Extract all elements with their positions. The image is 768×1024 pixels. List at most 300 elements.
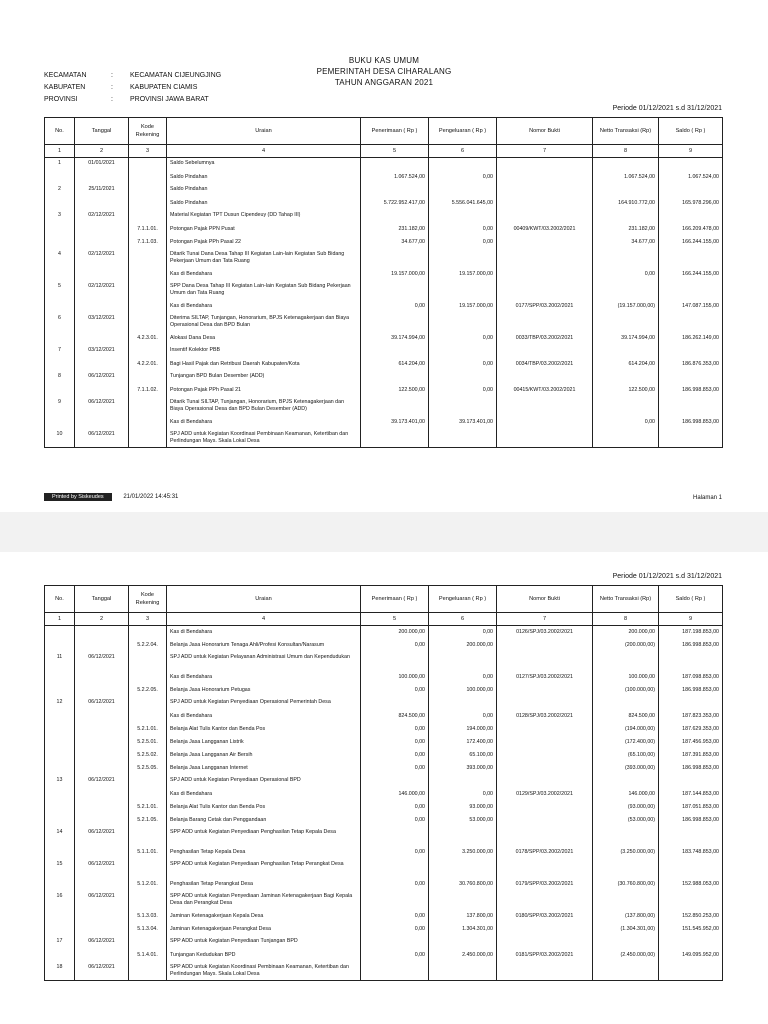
header-col-nomor-bukti: Nomor Bukti [497, 586, 593, 613]
col-pengeluaran-cell: 0,00 [429, 332, 497, 345]
table-column-number-row [45, 145, 723, 158]
col-tanggal-cell [75, 671, 129, 684]
col-kode-rekening-cell: 5.2.1.01. [129, 723, 167, 736]
col-netto-cell: 1.067.524,00 [593, 171, 659, 184]
col-kode-rekening-cell [129, 397, 167, 416]
col-nomor-bukti-cell [497, 962, 593, 981]
table-row [45, 358, 723, 371]
col-nomor-bukti-cell [497, 923, 593, 936]
col-nomor-bukti-cell: 00415/KWT/03.2002/2021 [497, 384, 593, 397]
col-kode-rekening-cell: 5.2.5.05. [129, 762, 167, 775]
col-no-cell [45, 710, 75, 723]
meta-value-kabupaten: KABUPATEN CIAMIS [130, 84, 198, 91]
colnum-col-pengeluaran: 6 [429, 145, 497, 158]
col-kode-rekening-cell: 5.2.2.05. [129, 684, 167, 697]
col-saldo-cell: 187.144.853,00 [659, 788, 723, 801]
table-row [45, 313, 723, 332]
col-penerimaan-cell [361, 962, 429, 981]
col-tanggal-cell: 06/12/2021 [75, 891, 129, 910]
table-row [45, 397, 723, 416]
col-kode-rekening-cell: 7.1.1.02. [129, 384, 167, 397]
col-penerimaan-cell: 0,00 [361, 923, 429, 936]
table-row [45, 223, 723, 236]
col-kode-rekening-cell [129, 429, 167, 448]
col-tanggal-cell [75, 639, 129, 652]
col-nomor-bukti-cell [497, 371, 593, 384]
table-header-row [45, 118, 723, 145]
col-pengeluaran-cell: 0,00 [429, 626, 497, 639]
col-netto-cell: (137.800,00) [593, 910, 659, 923]
col-netto-cell: (100.000,00) [593, 684, 659, 697]
meta-label-kabupaten: KABUPATEN [44, 84, 86, 91]
col-kode-rekening-cell [129, 775, 167, 788]
col-kode-rekening-cell [129, 859, 167, 878]
col-uraian-cell: Diterima SILTAP, Tunjangan, Honorarium, BPJS Ketenagakerjaan dan Biaya Operasional Desa dan BPD Bulan [167, 313, 361, 332]
header-col-penerimaan: Penerimaan ( Rp ) [361, 586, 429, 613]
col-tanggal-cell [75, 923, 129, 936]
col-tanggal-cell: 02/12/2021 [75, 249, 129, 268]
col-penerimaan-cell [361, 936, 429, 949]
col-kode-rekening-cell: 4.2.2.01. [129, 358, 167, 371]
col-kode-rekening-cell: 5.1.3.03. [129, 910, 167, 923]
col-no-cell [45, 626, 75, 639]
col-tanggal-cell [75, 197, 129, 210]
table-row [45, 762, 723, 775]
meta-label-kecamatan: KECAMATAN [44, 72, 87, 79]
col-saldo-cell: 187.051.853,00 [659, 801, 723, 814]
col-kode-rekening-cell: 4.2.3.01. [129, 332, 167, 345]
col-no-cell [45, 639, 75, 652]
col-no-cell [45, 268, 75, 281]
col-tanggal-cell [75, 300, 129, 313]
header-col-saldo: Saldo ( Rp ) [659, 586, 723, 613]
col-pengeluaran-cell: 19.157.000,00 [429, 268, 497, 281]
col-tanggal-cell: 06/12/2021 [75, 697, 129, 710]
col-tanggal-cell [75, 384, 129, 397]
table-row [45, 910, 723, 923]
col-saldo-cell: 147.087.155,00 [659, 300, 723, 313]
col-penerimaan-cell: 0,00 [361, 762, 429, 775]
table-row [45, 171, 723, 184]
table-row [45, 345, 723, 358]
col-nomor-bukti-cell [497, 775, 593, 788]
table-row [45, 891, 723, 910]
col-kode-rekening-cell [129, 652, 167, 671]
col-netto-cell: (65.100,00) [593, 749, 659, 762]
col-tanggal-cell [75, 846, 129, 859]
col-no-cell: 3 [45, 210, 75, 223]
col-tanggal-cell [75, 684, 129, 697]
table-row [45, 697, 723, 710]
col-pengeluaran-cell [429, 936, 497, 949]
col-penerimaan-cell: 0,00 [361, 749, 429, 762]
col-tanggal-cell [75, 626, 129, 639]
col-nomor-bukti-cell [497, 158, 593, 171]
col-penerimaan-cell: 0,00 [361, 801, 429, 814]
col-uraian-cell: SPP ADD untuk Kegiatan Penyediaan Jaminan Ketenagakerjaan Bagi Kepala Desa dan Perangkat Desa [167, 891, 361, 910]
col-pengeluaran-cell [429, 827, 497, 846]
printed-timestamp: 21/01/2022 14:45:31 [123, 494, 179, 500]
col-uraian-cell: Belanja Barang Cetak dan Penggandaan [167, 814, 361, 827]
col-saldo-cell: 186.998.853,00 [659, 814, 723, 827]
col-no-cell [45, 223, 75, 236]
col-no-cell: 17 [45, 936, 75, 949]
col-nomor-bukti-cell [497, 859, 593, 878]
col-no-cell: 2 [45, 184, 75, 197]
col-no-cell [45, 723, 75, 736]
col-netto-cell: 34.677,00 [593, 236, 659, 249]
col-nomor-bukti-cell [497, 697, 593, 710]
header-col-no: No. [45, 118, 75, 145]
col-tanggal-cell [75, 762, 129, 775]
col-saldo-cell [659, 184, 723, 197]
col-no-cell [45, 236, 75, 249]
col-uraian-cell: SPP ADD untuk Kegiatan Penyediaan Tunjangan BPD [167, 936, 361, 949]
col-saldo-cell [659, 827, 723, 846]
col-uraian-cell: Tunjangan BPD Bulan Desember (ADD) [167, 371, 361, 384]
table-row [45, 878, 723, 891]
col-no-cell [45, 171, 75, 184]
col-tanggal-cell: 06/12/2021 [75, 652, 129, 671]
col-saldo-cell: 186.998.853,00 [659, 762, 723, 775]
col-pengeluaran-cell: 5.556.041.645,00 [429, 197, 497, 210]
col-uraian-cell: Ditarik Tunai Dana Desa Tahap III Kegiatan Lain-lain Kegiatan Sub Bidang Pekerjaan Umum dan Tata Ruang [167, 249, 361, 268]
col-penerimaan-cell: 5.722.952.417,00 [361, 197, 429, 210]
col-no-cell [45, 762, 75, 775]
col-tanggal-cell: 06/12/2021 [75, 827, 129, 846]
col-uraian-cell: Kas di Bendahara [167, 710, 361, 723]
header-col-penerimaan: Penerimaan ( Rp ) [361, 118, 429, 145]
col-netto-cell [593, 210, 659, 223]
col-no-cell: 9 [45, 397, 75, 416]
col-penerimaan-cell: 39.174.994,00 [361, 332, 429, 345]
col-penerimaan-cell: 39.173.401,00 [361, 416, 429, 429]
col-uraian-cell: Tunjangan Kedudukan BPD [167, 949, 361, 962]
col-pengeluaran-cell [429, 281, 497, 300]
col-pengeluaran-cell [429, 210, 497, 223]
table-row [45, 184, 723, 197]
col-netto-cell: 164.910.772,00 [593, 197, 659, 210]
table-row [45, 736, 723, 749]
col-pengeluaran-cell: 0,00 [429, 384, 497, 397]
col-saldo-cell: 166.244.155,00 [659, 236, 723, 249]
col-netto-cell: 200.000,00 [593, 626, 659, 639]
col-uraian-cell: Saldo Pindahan [167, 197, 361, 210]
col-nomor-bukti-cell: 0127/SPJ/03.2002/2021 [497, 671, 593, 684]
meta-sep: : [111, 72, 113, 79]
col-no-cell [45, 923, 75, 936]
col-no-cell: 4 [45, 249, 75, 268]
table-row [45, 775, 723, 788]
col-pengeluaran-cell [429, 652, 497, 671]
col-tanggal-cell [75, 710, 129, 723]
col-uraian-cell: SPP ADD untuk Kegiatan Penyediaan Penghasilan Tetap Perangkat Desa [167, 859, 361, 878]
table-row [45, 197, 723, 210]
col-no-cell [45, 416, 75, 429]
col-penerimaan-cell [361, 429, 429, 448]
col-saldo-cell [659, 345, 723, 358]
col-uraian-cell: SPJ ADD untuk Kegiatan Pelayanan Administrasi Umum dan Kependudukan [167, 652, 361, 671]
col-tanggal-cell [75, 171, 129, 184]
col-tanggal-cell: 06/12/2021 [75, 775, 129, 788]
col-nomor-bukti-cell [497, 814, 593, 827]
periode-label: Periode 01/12/2021 s.d 31/12/2021 [612, 573, 722, 580]
colnum-col-nomor-bukti: 7 [497, 613, 593, 626]
colnum-col-saldo: 9 [659, 145, 723, 158]
table-row [45, 710, 723, 723]
col-uraian-cell: SPJ ADD untuk Kegiatan Koordinasi Pembinaan Keamanan, Ketertiban dan Perlindungan Mays. Skala Lokal Desa [167, 429, 361, 448]
colnum-col-nomor-bukti: 7 [497, 145, 593, 158]
col-no-cell: 6 [45, 313, 75, 332]
colnum-col-uraian: 4 [167, 613, 361, 626]
col-no-cell [45, 846, 75, 859]
col-kode-rekening-cell [129, 710, 167, 723]
col-pengeluaran-cell: 3.250.000,00 [429, 846, 497, 859]
col-pengeluaran-cell: 200.000,00 [429, 639, 497, 652]
col-kode-rekening-cell [129, 158, 167, 171]
table-row [45, 236, 723, 249]
col-kode-rekening-cell [129, 626, 167, 639]
print-footer [44, 493, 178, 501]
table-row [45, 300, 723, 313]
col-penerimaan-cell [361, 345, 429, 358]
col-penerimaan-cell: 34.677,00 [361, 236, 429, 249]
table-row [45, 684, 723, 697]
col-netto-cell [593, 962, 659, 981]
col-no-cell [45, 814, 75, 827]
colnum-col-no: 1 [45, 145, 75, 158]
col-uraian-cell: Belanja Jasa Honorarium Tenaga Ahli/Profesi Konsultan/Narasum [167, 639, 361, 652]
col-tanggal-cell: 06/12/2021 [75, 962, 129, 981]
col-saldo-cell [659, 397, 723, 416]
table-row [45, 371, 723, 384]
header-col-kode-rekening: Kode Rekening [129, 586, 167, 613]
table-row [45, 723, 723, 736]
col-saldo-cell: 165.978.296,00 [659, 197, 723, 210]
col-no-cell [45, 749, 75, 762]
col-kode-rekening-cell [129, 171, 167, 184]
col-pengeluaran-cell [429, 345, 497, 358]
table-body [45, 158, 723, 448]
col-no-cell [45, 878, 75, 891]
col-netto-cell: 0,00 [593, 268, 659, 281]
header-col-pengeluaran: Pengeluaran ( Rp ) [429, 586, 497, 613]
col-netto-cell: (53.000,00) [593, 814, 659, 827]
col-saldo-cell [659, 859, 723, 878]
col-kode-rekening-cell [129, 281, 167, 300]
col-nomor-bukti-cell: 0128/SPJ/03.2002/2021 [497, 710, 593, 723]
col-kode-rekening-cell: 5.1.2.01. [129, 878, 167, 891]
col-saldo-cell: 1.067.524,00 [659, 171, 723, 184]
col-penerimaan-cell [361, 184, 429, 197]
col-no-cell [45, 332, 75, 345]
col-nomor-bukti-cell [497, 736, 593, 749]
col-pengeluaran-cell: 2.450.000,00 [429, 949, 497, 962]
col-netto-cell: (1.304.301,00) [593, 923, 659, 936]
col-saldo-cell [659, 281, 723, 300]
col-pengeluaran-cell [429, 158, 497, 171]
col-uraian-cell: Kas di Bendahara [167, 268, 361, 281]
col-pengeluaran-cell [429, 697, 497, 710]
col-netto-cell: 100.000,00 [593, 671, 659, 684]
meta-sep: : [111, 96, 113, 103]
col-penerimaan-cell [361, 891, 429, 910]
col-saldo-cell: 151.545.952,00 [659, 923, 723, 936]
col-nomor-bukti-cell [497, 345, 593, 358]
table-row [45, 429, 723, 448]
col-netto-cell [593, 158, 659, 171]
col-nomor-bukti-cell: 0034/TBP/03.2002/2021 [497, 358, 593, 371]
col-penerimaan-cell [361, 697, 429, 710]
col-penerimaan-cell [361, 313, 429, 332]
colnum-col-netto: 8 [593, 613, 659, 626]
col-tanggal-cell [75, 723, 129, 736]
col-saldo-cell: 166.209.478,00 [659, 223, 723, 236]
col-pengeluaran-cell: 393.000,00 [429, 762, 497, 775]
col-netto-cell [593, 936, 659, 949]
col-tanggal-cell: 01/01/2021 [75, 158, 129, 171]
col-tanggal-cell: 03/12/2021 [75, 313, 129, 332]
header-col-tanggal: Tanggal [75, 586, 129, 613]
col-no-cell: 10 [45, 429, 75, 448]
col-no-cell [45, 736, 75, 749]
col-pengeluaran-cell [429, 962, 497, 981]
col-tanggal-cell [75, 788, 129, 801]
col-saldo-cell: 187.098.853,00 [659, 671, 723, 684]
col-uraian-cell: SPP Dana Desa Tahap III Kegiatan Lain-lain Kegiatan Sub Bidang Pekerjaan Umum dan Tata Ruang [167, 281, 361, 300]
col-netto-cell [593, 313, 659, 332]
col-uraian-cell: Belanja Jasa Langganan Internet [167, 762, 361, 775]
col-penerimaan-cell: 100.000,00 [361, 671, 429, 684]
table-row [45, 210, 723, 223]
col-nomor-bukti-cell [497, 313, 593, 332]
col-nomor-bukti-cell [497, 429, 593, 448]
col-saldo-cell [659, 429, 723, 448]
col-nomor-bukti-cell [497, 639, 593, 652]
col-nomor-bukti-cell: 0180/SPP/03.2002/2021 [497, 910, 593, 923]
col-saldo-cell [659, 313, 723, 332]
col-netto-cell [593, 281, 659, 300]
col-kode-rekening-cell [129, 891, 167, 910]
col-netto-cell: (19.157.000,00) [593, 300, 659, 313]
col-kode-rekening-cell: 7.1.1.01. [129, 223, 167, 236]
col-no-cell [45, 358, 75, 371]
table-row [45, 859, 723, 878]
col-saldo-cell: 187.456.953,00 [659, 736, 723, 749]
col-no-cell: 1 [45, 158, 75, 171]
col-penerimaan-cell: 0,00 [361, 639, 429, 652]
colnum-col-tanggal: 2 [75, 145, 129, 158]
col-kode-rekening-cell: 5.2.1.05. [129, 814, 167, 827]
col-pengeluaran-cell: 30.760.800,00 [429, 878, 497, 891]
table-body [45, 626, 723, 981]
col-no-cell: 14 [45, 827, 75, 846]
col-pengeluaran-cell: 65.100,00 [429, 749, 497, 762]
col-penerimaan-cell: 122.500,00 [361, 384, 429, 397]
col-netto-cell: (393.000,00) [593, 762, 659, 775]
col-pengeluaran-cell: 19.157.000,00 [429, 300, 497, 313]
col-saldo-cell [659, 891, 723, 910]
col-nomor-bukti-cell [497, 171, 593, 184]
col-penerimaan-cell: 0,00 [361, 723, 429, 736]
col-kode-rekening-cell [129, 827, 167, 846]
col-nomor-bukti-cell: 0033/TBP/03.2002/2021 [497, 332, 593, 345]
col-tanggal-cell [75, 736, 129, 749]
col-kode-rekening-cell [129, 788, 167, 801]
col-tanggal-cell: 06/12/2021 [75, 859, 129, 878]
col-kode-rekening-cell: 5.1.1.01. [129, 846, 167, 859]
col-uraian-cell: Belanja Jasa Langganan Listrik [167, 736, 361, 749]
col-no-cell: 12 [45, 697, 75, 710]
col-saldo-cell [659, 249, 723, 268]
col-pengeluaran-cell: 0,00 [429, 710, 497, 723]
col-no-cell: 8 [45, 371, 75, 384]
col-no-cell [45, 684, 75, 697]
ledger-table-page-2 [44, 585, 723, 981]
col-uraian-cell: Alokasi Dana Desa [167, 332, 361, 345]
col-netto-cell [593, 891, 659, 910]
col-kode-rekening-cell [129, 184, 167, 197]
col-pengeluaran-cell [429, 859, 497, 878]
col-kode-rekening-cell [129, 345, 167, 358]
col-uraian-cell: Belanja Jasa Langganan Air Bersih [167, 749, 361, 762]
col-nomor-bukti-cell [497, 397, 593, 416]
table-row [45, 801, 723, 814]
col-pengeluaran-cell [429, 184, 497, 197]
col-kode-rekening-cell: 5.2.5.02. [129, 749, 167, 762]
col-pengeluaran-cell [429, 429, 497, 448]
col-nomor-bukti-cell [497, 416, 593, 429]
col-pengeluaran-cell: 172.400,00 [429, 736, 497, 749]
col-pengeluaran-cell: 0,00 [429, 171, 497, 184]
table-row [45, 158, 723, 171]
col-no-cell [45, 300, 75, 313]
col-uraian-cell: Belanja Jasa Honorarium Petugas [167, 684, 361, 697]
col-pengeluaran-cell: 0,00 [429, 788, 497, 801]
col-kode-rekening-cell [129, 300, 167, 313]
col-penerimaan-cell [361, 397, 429, 416]
col-penerimaan-cell: 824.500,00 [361, 710, 429, 723]
col-penerimaan-cell: 0,00 [361, 684, 429, 697]
col-nomor-bukti-cell [497, 197, 593, 210]
col-penerimaan-cell: 0,00 [361, 949, 429, 962]
table-row [45, 416, 723, 429]
col-pengeluaran-cell: 1.304.301,00 [429, 923, 497, 936]
col-kode-rekening-cell [129, 936, 167, 949]
col-saldo-cell: 152.850.253,00 [659, 910, 723, 923]
col-tanggal-cell [75, 268, 129, 281]
table-row [45, 671, 723, 684]
col-netto-cell: (172.400,00) [593, 736, 659, 749]
col-uraian-cell: SPJ ADD untuk Kegiatan Penyediaan Operasional Pemerintah Desa [167, 697, 361, 710]
col-netto-cell: (93.000,00) [593, 801, 659, 814]
col-uraian-cell: Potongan Pajak PPN Pusat [167, 223, 361, 236]
meta-sep: : [111, 84, 113, 91]
col-penerimaan-cell: 0,00 [361, 814, 429, 827]
col-penerimaan-cell [361, 652, 429, 671]
col-tanggal-cell: 02/12/2021 [75, 210, 129, 223]
col-uraian-cell: Belanja Alat Tulis Kantor dan Benda Pos [167, 723, 361, 736]
col-pengeluaran-cell: 137.800,00 [429, 910, 497, 923]
col-netto-cell [593, 397, 659, 416]
col-kode-rekening-cell: 7.1.1.03. [129, 236, 167, 249]
report-page-2 [0, 552, 768, 1024]
header-col-uraian: Uraian [167, 586, 361, 613]
col-no-cell [45, 801, 75, 814]
header-col-uraian: Uraian [167, 118, 361, 145]
table-row [45, 949, 723, 962]
col-uraian-cell: Material Kegiatan TPT Dusun Cipendeuy (DD Tahap III) [167, 210, 361, 223]
